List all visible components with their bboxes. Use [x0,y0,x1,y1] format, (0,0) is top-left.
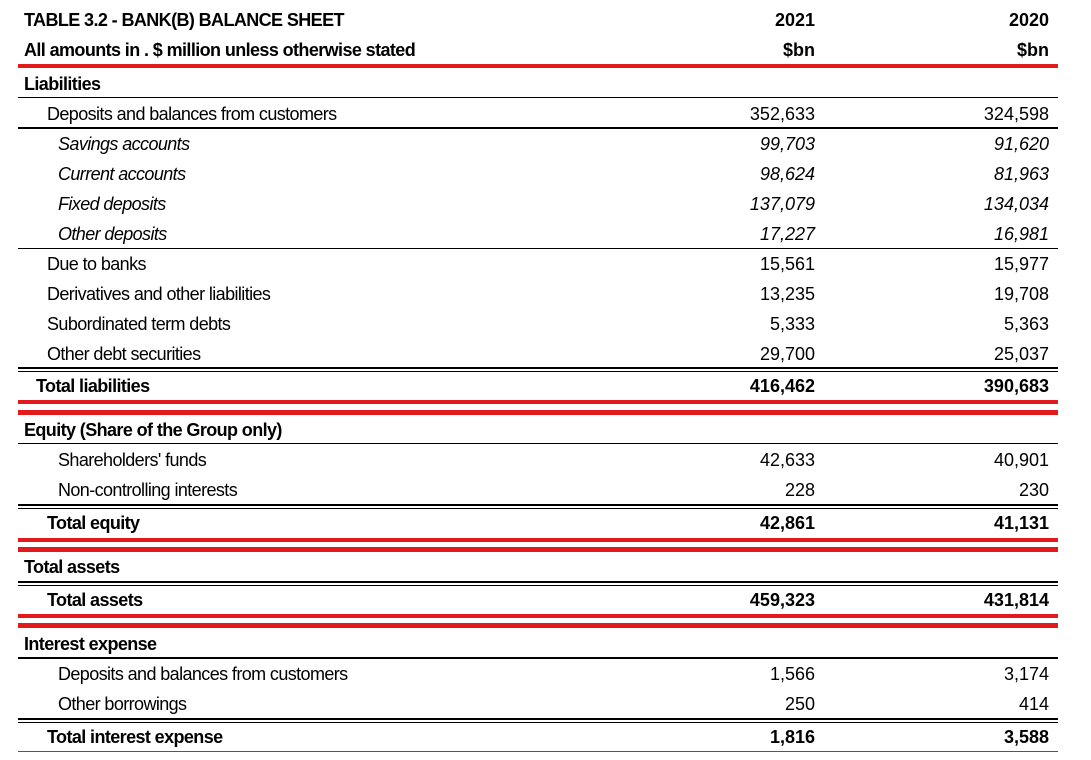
value-2021: 17,227 [759,224,815,244]
row-label: Non-controlling interests [58,480,238,500]
value-2021: 42,633 [759,450,815,470]
row-label: Total liabilities [36,376,150,396]
value-2020: 16,981 [993,224,1049,244]
table-title: TABLE 3.2 - BANK(B) BALANCE SHEET [24,10,344,30]
value-2020: 81,963 [993,164,1049,184]
rule [18,371,1058,372]
red-rule [18,410,1058,415]
value-2020: 230 [1018,480,1049,500]
value-2020: 41,131 [993,513,1049,533]
red-rule [18,614,1058,618]
row-label: Fixed deposits [58,194,166,214]
row-label: Current accounts [58,164,186,184]
value-2021: 5,333 [769,314,815,334]
row-label: Derivatives and other liabilities [47,284,271,304]
value-2021: 228 [784,480,815,500]
row-label: Due to banks [47,254,146,274]
section-heading-assets [18,555,1058,581]
table-subtitle-row [18,38,1058,64]
table-row [18,222,1058,248]
rule [18,443,1058,444]
table-row [18,312,1058,338]
red-rule [18,400,1058,404]
value-2020: 414 [1018,694,1049,714]
section-label: Total assets [24,557,120,577]
rule [18,97,1058,98]
table-row [18,162,1058,188]
value-2020: 134,034 [983,194,1049,214]
value-2021: 250 [784,694,815,714]
red-rule [18,538,1058,542]
row-label: Other borrowings [58,694,187,714]
value-2020: 3,174 [1003,664,1049,684]
col-unit-2021: $bn [782,40,815,60]
value-2020: 40,901 [993,450,1049,470]
row-label: Deposits and balances from customers [58,664,348,684]
value-2021: 29,700 [759,344,815,364]
value-2021: 99,703 [759,134,815,154]
value-2020: 91,620 [993,134,1049,154]
value-2021: 137,079 [749,194,815,214]
table-row-total [18,374,1058,400]
table-row [18,252,1058,278]
value-2021: 459,323 [749,590,815,610]
value-2020: 324,598 [983,104,1049,124]
row-label: Other deposits [58,224,167,244]
value-2020: 19,708 [993,284,1049,304]
section-label: Interest expense [24,634,157,654]
rule [18,657,1058,659]
value-2020: 5,363 [1003,314,1049,334]
value-2021: 15,561 [759,254,815,274]
col-year-2020: 2020 [1008,10,1049,30]
table-row [18,342,1058,368]
value-2021: 98,624 [759,164,815,184]
rule [18,248,1058,249]
section-label: Equity (Share of the Group only) [24,420,282,440]
value-2021: 1,566 [769,664,815,684]
row-label: Other debt securities [47,344,201,364]
row-label: Total assets [47,590,143,610]
row-label: Subordinated term debts [47,314,231,334]
col-year-2021: 2021 [774,10,815,30]
row-label: Savings accounts [58,134,190,154]
row-label: Shareholders' funds [58,450,207,470]
section-label: Liabilities [24,74,101,94]
value-2020: 15,977 [993,254,1049,274]
rule [18,722,1058,723]
value-2021: 13,235 [759,284,815,304]
table-row [18,102,1058,128]
value-2020: 390,683 [983,376,1049,396]
table-row-total [18,588,1058,614]
row-label: Total equity [47,513,140,533]
header-red-rule [18,64,1058,68]
table-row [18,132,1058,158]
rule [18,367,1058,369]
value-2021: 42,861 [759,513,815,533]
value-2021: 1,816 [769,727,815,747]
rule [18,127,1058,129]
rule [18,718,1058,720]
value-2020: 25,037 [993,344,1049,364]
rule [18,508,1058,509]
rule [18,504,1058,506]
section-heading-interest [18,632,1058,658]
section-heading-liabilities [18,72,1058,98]
row-label: Total interest expense [47,727,223,747]
table-row [18,282,1058,308]
table-row [18,692,1058,718]
table-row [18,448,1058,474]
rule [18,585,1058,586]
table-row [18,478,1058,504]
table-title-row [18,8,1058,34]
value-2020: 3,588 [1003,727,1049,747]
row-label: Deposits and balances from customers [47,104,337,124]
value-2021: 416,462 [749,376,815,396]
red-rule [18,751,1058,752]
table-row [18,662,1058,688]
red-rule [18,547,1058,552]
value-2021: 352,633 [749,104,815,124]
rule [18,581,1058,583]
table-row-total [18,511,1058,537]
table-row [18,192,1058,218]
value-2020: 431,814 [983,590,1049,610]
red-rule [18,623,1058,628]
table-subtitle: All amounts in . $ million unless otherwise stated [24,40,416,60]
table-row-total [18,725,1058,751]
col-unit-2020: $bn [1016,40,1049,60]
section-heading-equity [18,418,1058,444]
